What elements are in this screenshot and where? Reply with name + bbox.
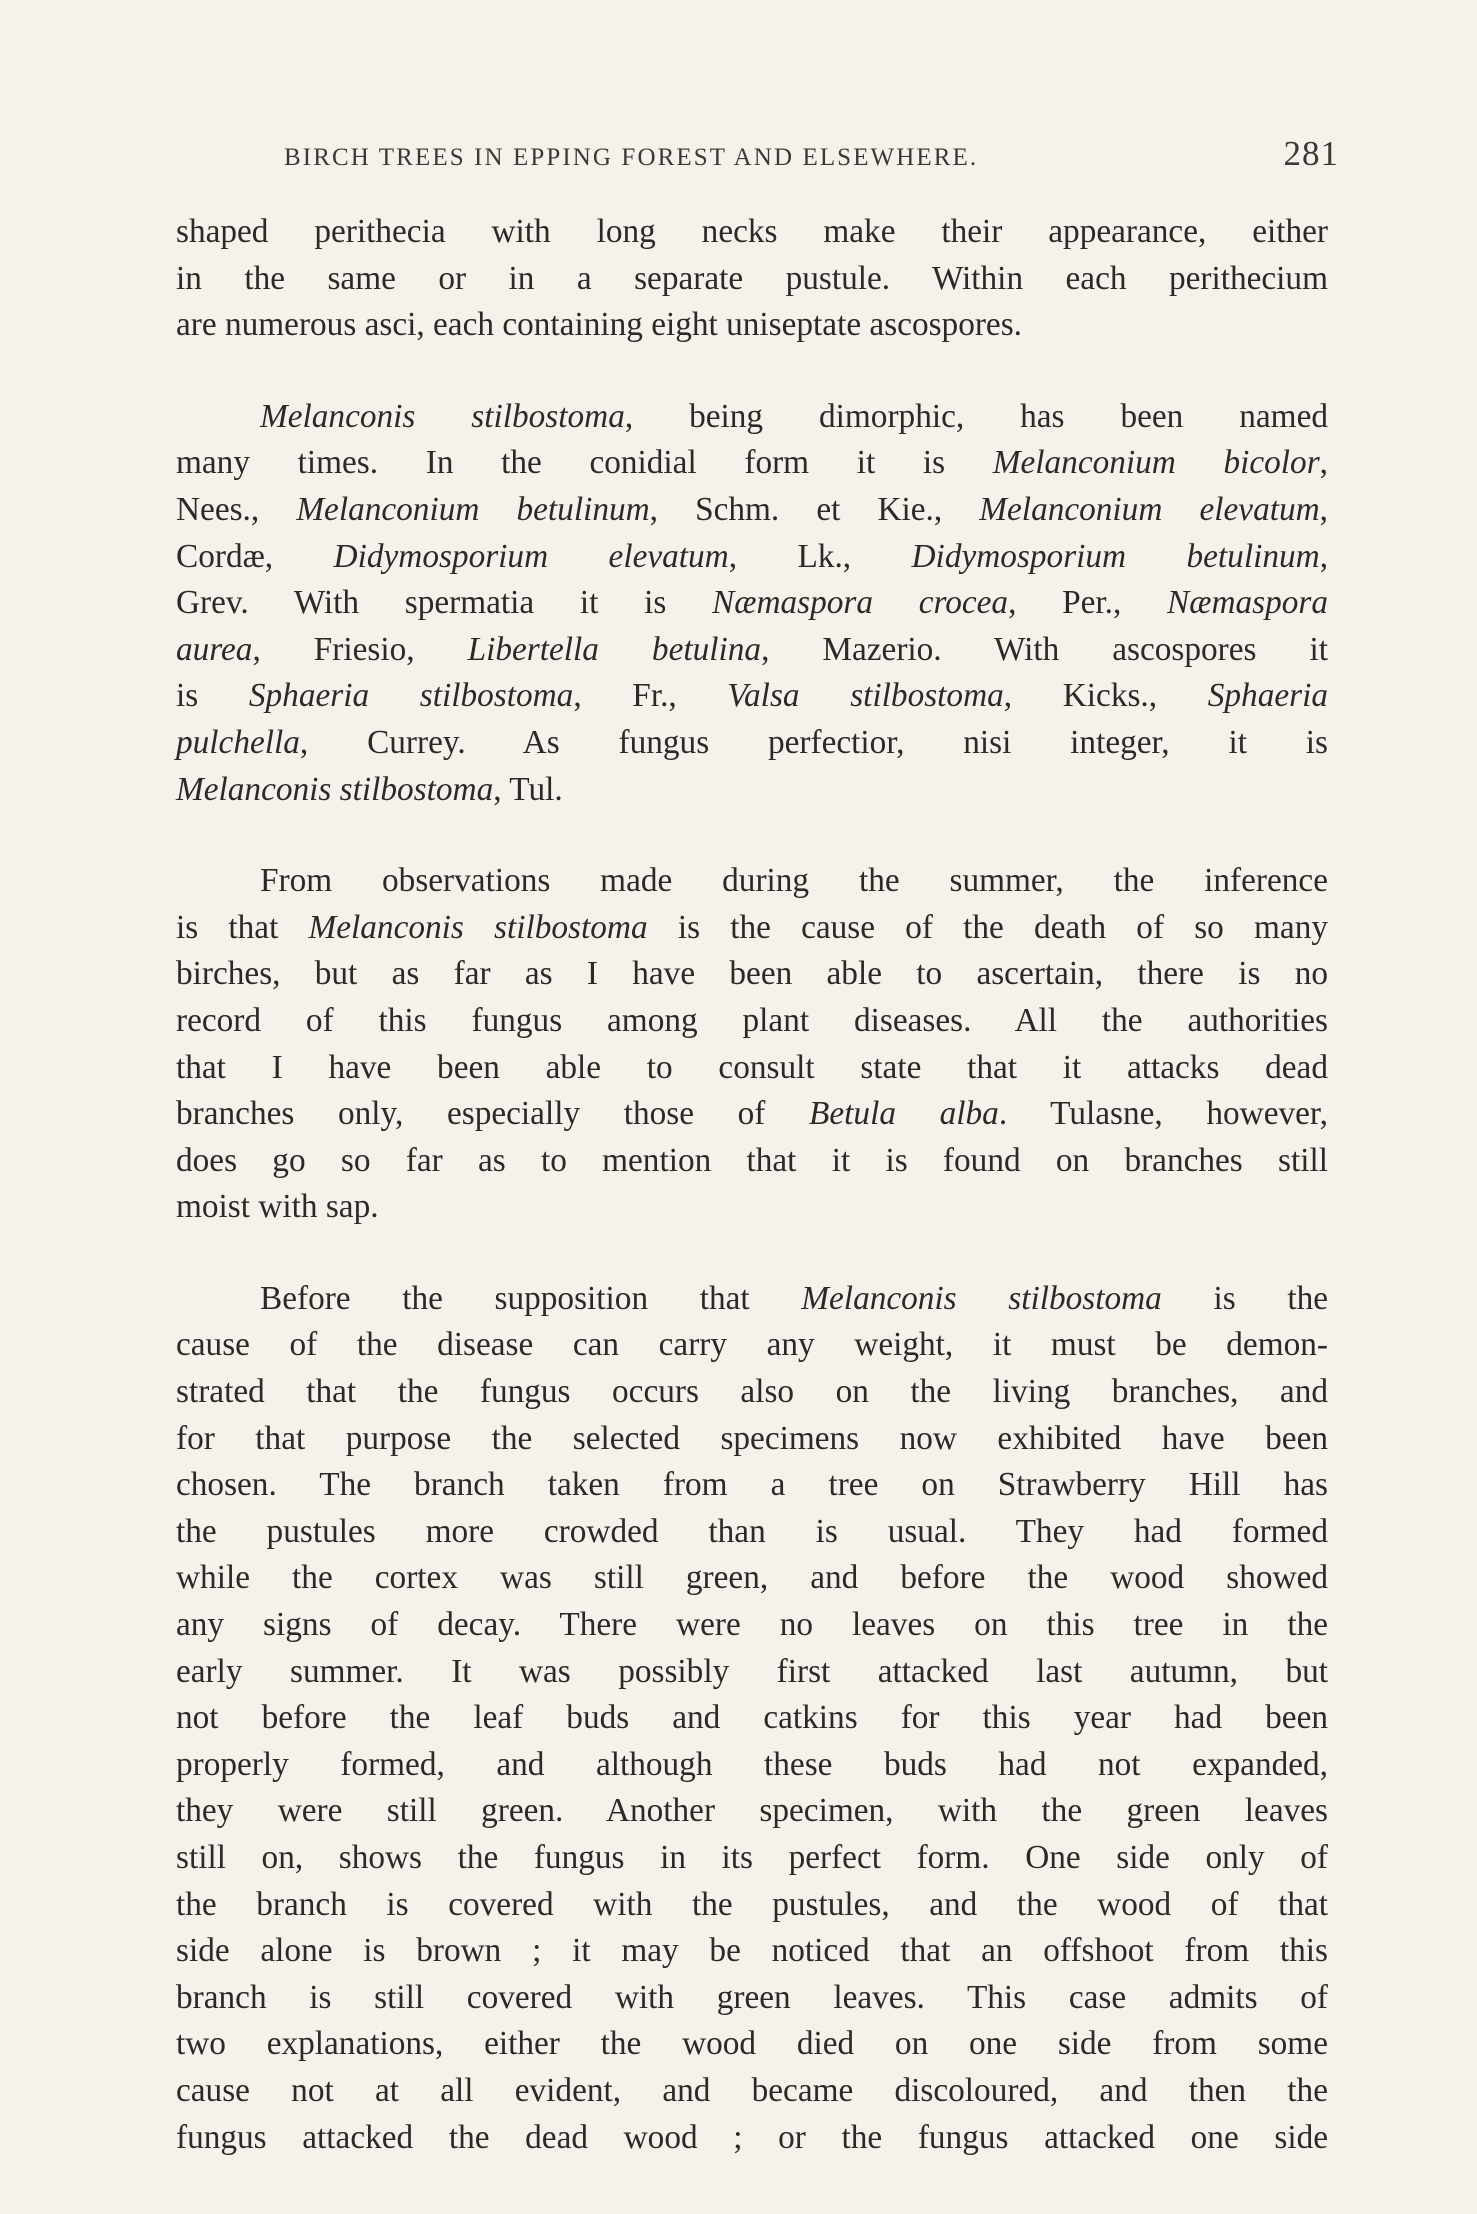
text-line	[176, 767, 1328, 814]
text-line	[176, 1045, 1328, 1092]
text-line	[176, 1555, 1328, 1602]
text-segment: , Per.,	[1008, 584, 1168, 622]
italic-term: Sphaeria	[1207, 677, 1328, 715]
text-segment: early summer. It was possibly first attacked last autumn, but	[176, 1652, 1328, 1690]
text-line	[176, 487, 1328, 534]
text-line	[176, 1509, 1328, 1556]
italic-term: Didymosporium betulinum	[911, 537, 1320, 575]
italic-term: Betula alba	[809, 1095, 999, 1133]
text-segment: , being dimorphic, has been named	[624, 397, 1328, 435]
text-line	[176, 1462, 1328, 1509]
text-segment: fungus attacked the dead wood ; or the fungus attacked one side	[176, 2118, 1328, 2156]
text-line	[176, 720, 1328, 767]
italic-term: Melanconium bicolor	[992, 444, 1320, 482]
text-segment: does go so far as to mention that it is found on branches still	[176, 1141, 1328, 1179]
text-line	[176, 256, 1328, 303]
text-segment: Grev. With spermatia it is	[176, 584, 713, 622]
text-segment: chosen. The branch taken from a tree on Strawberry Hill has	[176, 1466, 1328, 1504]
text-segment: in the same or in a separate pustule. Within each perithecium	[176, 259, 1328, 297]
text-line	[176, 1184, 1328, 1231]
text-line	[176, 1835, 1328, 1882]
text-segment: while the cortex was still green, and before the wood showed	[176, 1559, 1328, 1597]
text-line	[176, 905, 1328, 952]
italic-term: Melanconis stilbostoma	[260, 397, 625, 435]
text-line	[176, 1882, 1328, 1929]
text-line	[176, 1975, 1328, 2022]
text-segment: Before the supposition that	[260, 1279, 802, 1317]
body-text	[176, 209, 1328, 2161]
text-line	[176, 998, 1328, 1045]
italic-term: Melanconium elevatum	[979, 490, 1320, 528]
text-line	[176, 2068, 1328, 2115]
text-segment: moist with sap.	[176, 1188, 379, 1226]
italic-term: aurea	[176, 630, 253, 668]
text-segment: branch is still covered with green leaves. This case admits of	[176, 1978, 1328, 2016]
text-segment: ,	[1319, 444, 1328, 482]
text-segment: . Tulasne, however,	[998, 1095, 1329, 1133]
text-line	[176, 209, 1328, 256]
text-line	[176, 1138, 1328, 1185]
italic-term: Næmaspora	[1167, 584, 1329, 622]
text-segment: the branch is covered with the pustules, and the wood of that	[176, 1885, 1328, 1923]
text-segment: any signs of decay. There were no leaves on this tree in the	[176, 1606, 1328, 1644]
paragraph	[176, 394, 1328, 813]
text-segment: are numerous asci, each containing eight uniseptate ascospores.	[176, 306, 1022, 344]
text-segment: shaped perithecia with long necks make their appearance, either	[176, 213, 1328, 250]
running-head	[284, 134, 1339, 178]
text-segment: , Schm. et Kie.,	[649, 490, 980, 528]
italic-term: Libertella betulina	[467, 630, 762, 668]
text-segment: strated that the fungus occurs also on the living branches, and	[176, 1373, 1328, 1411]
italic-term: Melanconis stilbostoma	[308, 908, 648, 946]
paragraph	[176, 209, 1328, 349]
text-segment: not before the leaf buds and catkins for this year had been	[176, 1699, 1328, 1737]
text-segment: record of this fungus among plant diseases. All the authorities	[176, 1001, 1328, 1039]
text-segment: side alone is brown ; it may be noticed that an offshoot from this	[176, 1932, 1328, 1970]
text-segment: is the	[1161, 1279, 1328, 1317]
text-line	[176, 1602, 1328, 1649]
text-line	[176, 580, 1328, 627]
text-segment: , Mazerio. With ascospores it	[761, 630, 1329, 668]
text-segment: Cordæ,	[176, 537, 334, 575]
text-segment: ,	[1319, 490, 1328, 528]
text-segment: properly formed, and although these buds had not expanded,	[176, 1745, 1328, 1783]
text-segment: ,	[1319, 537, 1329, 575]
italic-term: Didymosporium elevatum	[333, 537, 729, 575]
italic-term: Melanconis stilbostoma	[176, 770, 494, 808]
text-segment: still on, shows the fungus in its perfect form. One side only of	[176, 1839, 1328, 1876]
italic-term: Melanconium betulinum	[296, 490, 650, 528]
text-line	[176, 2021, 1328, 2068]
text-line	[176, 1649, 1328, 1696]
text-segment: two explanations, either the wood died on one side from some	[176, 2025, 1328, 2063]
page-number: 281	[1283, 134, 1339, 173]
text-segment: many times. In the conidial form it is	[176, 444, 993, 482]
text-segment: , Friesio,	[252, 630, 468, 668]
text-line	[176, 440, 1328, 487]
italic-term: Næmaspora crocea	[712, 584, 1009, 622]
text-line	[176, 1091, 1328, 1138]
italic-term: Valsa stilbostoma	[727, 677, 1004, 715]
text-line	[176, 394, 1328, 441]
text-segment: , Currey. As fungus perfectior, nisi integer, it is	[299, 723, 1328, 761]
text-segment: , Kicks.,	[1003, 677, 1208, 715]
text-line	[176, 1788, 1328, 1835]
text-segment: , Lk.,	[728, 537, 912, 575]
text-line	[176, 1742, 1328, 1789]
text-segment: , Fr.,	[573, 677, 728, 715]
text-line	[176, 534, 1328, 581]
text-line	[176, 2115, 1328, 2162]
text-segment: for that purpose the selected specimens now exhibited have been	[176, 1419, 1328, 1457]
italic-term: Sphaeria stilbostoma	[248, 677, 574, 715]
text-line	[176, 627, 1328, 674]
paragraph	[176, 1276, 1328, 2161]
text-segment: is that	[176, 908, 309, 946]
text-line	[176, 1928, 1328, 1975]
text-line	[176, 951, 1328, 998]
text-segment: cause of the disease can carry any weight, it must be demon-	[176, 1326, 1328, 1364]
text-segment: is the cause of the death of so many	[647, 908, 1328, 946]
text-line	[176, 1276, 1328, 1323]
italic-term: Melanconis stilbostoma	[801, 1279, 1162, 1317]
text-line	[176, 673, 1328, 720]
text-segment: birches, but as far as I have been able to ascertain, there is no	[176, 955, 1328, 993]
text-line	[176, 1322, 1328, 1369]
text-segment: they were still green. Another specimen, with the green leaves	[176, 1792, 1328, 1830]
text-line	[176, 1695, 1328, 1742]
text-segment: branches only, especially those of	[176, 1095, 810, 1133]
running-title: BIRCH TREES IN EPPING FOREST AND ELSEWHERE.	[284, 144, 979, 171]
text-segment: that I have been able to consult state that it attacks dead	[176, 1048, 1328, 1086]
paragraph	[176, 858, 1328, 1231]
text-segment: cause not at all evident, and became discoloured, and then the	[176, 2071, 1328, 2109]
text-line	[176, 1369, 1328, 1416]
italic-term: pulchella	[176, 723, 300, 761]
text-segment: , Tul.	[493, 770, 563, 808]
text-segment: the pustules more crowded than is usual. They had formed	[176, 1512, 1328, 1550]
text-segment: Nees.,	[176, 490, 297, 528]
text-line	[176, 302, 1328, 349]
text-segment: From observations made during the summer, the inference	[260, 862, 1328, 900]
text-line	[176, 858, 1328, 905]
text-segment: is	[176, 677, 249, 715]
text-line	[176, 1416, 1328, 1463]
